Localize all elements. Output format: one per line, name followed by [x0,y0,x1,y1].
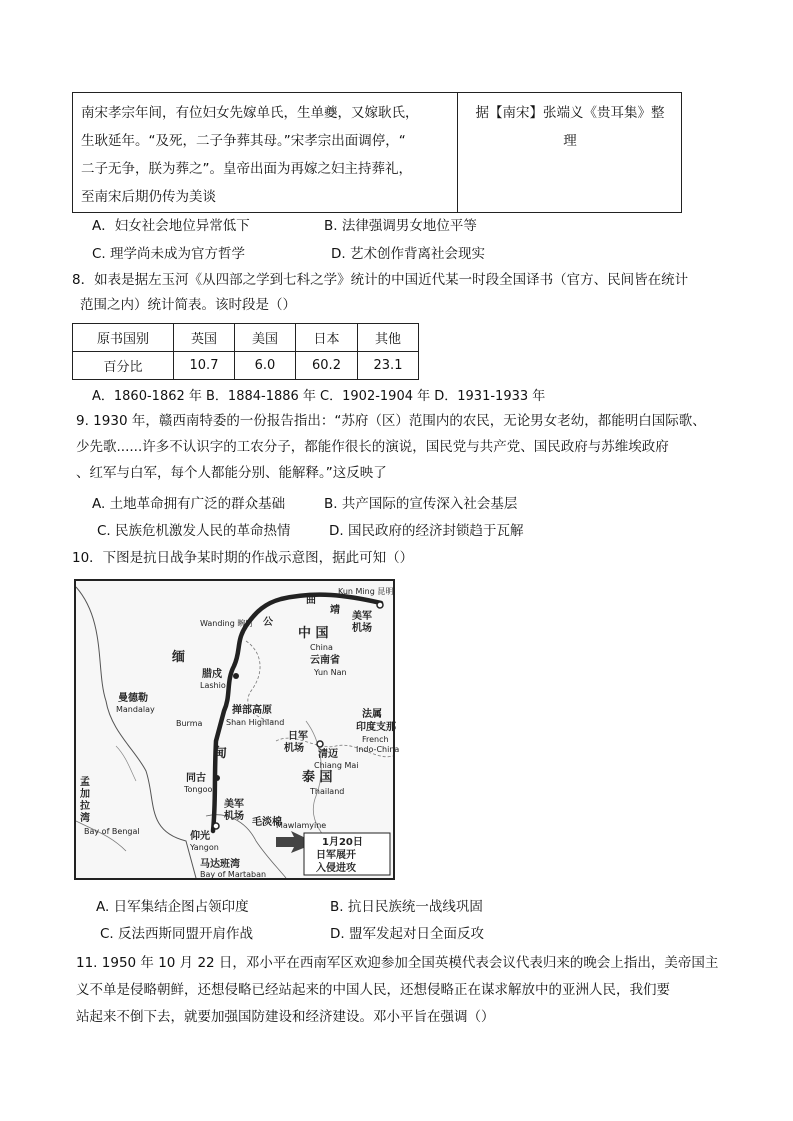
table-cell: 6.0 [235,352,296,380]
map-label-lashio: 腊戍 [202,669,222,680]
map-label-wanding: Wanding 畹町 [200,619,254,628]
map-label-us-airfield: 美军 [224,799,244,810]
q7-option-a[interactable]: A．妇女社会地位异常低下 [92,218,250,234]
q9-stem-line: 少先歌......许多不认识字的工农分子，都能作很长的演说，国民党与共产党、国民政府与苏维埃政府 [76,439,669,455]
map-attack-label: 日军展开 [316,850,356,861]
table-header-row [73,324,419,352]
q8-stem-line: 8．如表是据左玉河《从四部之学到七科之学》统计的中国近代某一时段全国译书（官方、民间皆在统计 [72,272,689,288]
table-cell: 10.7 [174,352,235,380]
map-label-bengal: 拉 [80,801,90,812]
map-label-us-airfield: 美军 [352,611,372,622]
map-label-thailand-en: Thailand [310,787,345,796]
table-header-cell: 其他 [358,324,419,352]
map-label-qu: 曲 [306,595,316,606]
map-label-china: 中 国 [298,626,329,641]
map-attack-label: 1月20日 [322,837,363,848]
q7-option-c[interactable]: C. 理学尚未成为官方哲学 [92,246,246,262]
map-label-china-en: China [310,643,333,652]
map-label-us-airfield: 机场 [224,811,244,822]
map-label-mandalay: 曼德勒 [118,693,148,704]
table-header-cell: 英国 [174,324,235,352]
q11-stem-line: 11. 1950 年 10 月 22 日，邓小平在西南军区欢迎参加全国英模代表会议代表归来的晚会上指出，美帝国主 [76,955,719,971]
q10-option-d[interactable]: D. 盟军发起对日全面反攻 [330,926,484,942]
map-label-jp-airfield: 日军 [288,731,308,742]
q7-source-line: 至南宋后期仍传为美谈 [81,189,216,205]
map-label-yangon-en: Yangon [190,843,219,852]
table-header-cell: 日本 [296,324,358,352]
q8-translation-table [72,323,419,380]
q9-option-b[interactable]: B. 共产国际的宣传深入社会基层 [324,496,518,512]
citation-line: 理 [563,133,577,149]
map-label-kunming: Kun Ming 昆明 [338,587,394,596]
q7-source-citation [465,99,675,155]
map-label-mandalay-en: Mandalay [116,705,155,714]
map-label-bengal-en: Bay of Bengal [84,827,140,836]
map-label-burma: Burma [176,719,203,728]
map-label-indochina: 法属 [362,709,382,720]
map-attack-label: 入侵进攻 [316,863,356,874]
map-label-jp-airfield: 机场 [284,743,304,754]
q11-stem-line: 站起来不倒下去，就要加强国防建设和经济建设。邓小平旨在强调（） [76,1009,495,1025]
map-label-martaban: 马达班湾 [200,859,240,870]
table-row [73,352,419,380]
q8-options[interactable]: A．1860-1862 年 B．1884-1886 年 C．1902-1904 年 D．1931-1933 年 [92,389,546,404]
q10-stem: 10．下图是抗日战争某时期的作战示意图，据此可知（） [72,550,414,566]
q10-option-c[interactable]: C. 反法西斯同盟开肩作战 [100,926,254,942]
q7-source-table [72,92,682,213]
q7-source-line: 生耿延年。“及死，二子争葬其母。”宋孝宗出面调停，“ [81,133,406,149]
map-label-martaban-en: Bay of Martaban [200,870,267,879]
table-divider [457,93,458,212]
table-cell: 百分比 [73,352,174,380]
q10-option-a[interactable]: A. 日军集结企图占领印度 [96,899,249,915]
q7-option-b[interactable]: B. 法律强调男女地位平等 [324,218,477,234]
map-label-chiangmai: 清迈 [318,749,338,760]
map-label-shan-en: Shan Highland [226,718,285,727]
map-label-mawlamyine: 毛淡棉 [252,817,282,828]
map-label-toungoo: 同古 [186,773,206,784]
map-label-indochina-en: French [362,735,389,744]
map-label-shan: 掸部高原 [232,705,272,716]
q7-source-text [81,99,451,211]
map-label-mian: 缅 [172,650,186,665]
q9-stem-line: 9. 1930 年，赣西南特委的一份报告指出：“苏府（区）范围内的农民，无论男女老幼，都能明白国际歌、 [76,413,706,429]
table-cell: 23.1 [358,352,419,380]
q7-source-line: 南宋孝宗年间，有位妇女先嫁单氏，生单夔，又嫁耿氏， [81,105,419,121]
q10-option-b[interactable]: B. 抗日民族统一战线巩固 [330,899,483,915]
map-label-indochina: 印度支那 [356,722,396,733]
q8-stem-line: 范围之内）统计简表。该时段是（） [80,297,296,313]
table-cell: 60.2 [296,352,358,380]
map-label-lashio-en: Lashio [200,681,226,690]
map-label-jing: 靖 [330,605,340,616]
map-label-mawlamyine-en: Mawlamyine [276,821,327,830]
map-label-yunnan-en: Yun Nan [314,668,347,677]
battle-map [74,579,400,880]
map-label-indochina-en: Indo-China [356,745,400,754]
map-label-dian: 甸 [214,746,228,761]
map-label-toungoo-en: Tongoo [184,785,213,794]
q9-option-c[interactable]: C. 民族危机激发人民的革命热情 [97,523,291,539]
map-label-us-airfield: 机场 [352,623,372,634]
map-label-yunnan: 云南省 [310,655,340,666]
q7-option-d[interactable]: D. 艺术创作背离社会现实 [331,246,485,262]
table-header-cell: 原书国别 [73,324,174,352]
q9-option-a[interactable]: A. 土地革命拥有广泛的群众基础 [92,496,286,512]
map-label-chiangmai-en: Chiang Mai [314,761,359,770]
q9-stem-line: 、红军与白军，每个人都能分别、能解释。”这反映了 [76,465,387,481]
map-label-thailand: 泰 国 [302,770,333,785]
map-label-gong: 公 [263,617,273,628]
q11-stem-line: 义不单是侵略朝鲜，还想侵略已经站起来的中国人民，还想侵略正在谋求解放中的亚洲人民，我们要 [76,982,670,998]
map-label-bengal: 加 [80,789,90,800]
map-label-bengal: 孟 [80,777,90,788]
q7-source-line: 二子无争，朕为葬之”。皇帝出面为再嫁之妇主持葬礼， [81,161,412,177]
map-label-yangon: 仰光 [190,831,210,842]
citation-line: 据【南宋】张端义《贵耳集》整 [475,105,665,121]
table-header-cell: 美国 [235,324,296,352]
q9-option-d[interactable]: D. 国民政府的经济封锁趋于瓦解 [329,523,524,539]
map-label-bengal: 湾 [80,813,90,824]
